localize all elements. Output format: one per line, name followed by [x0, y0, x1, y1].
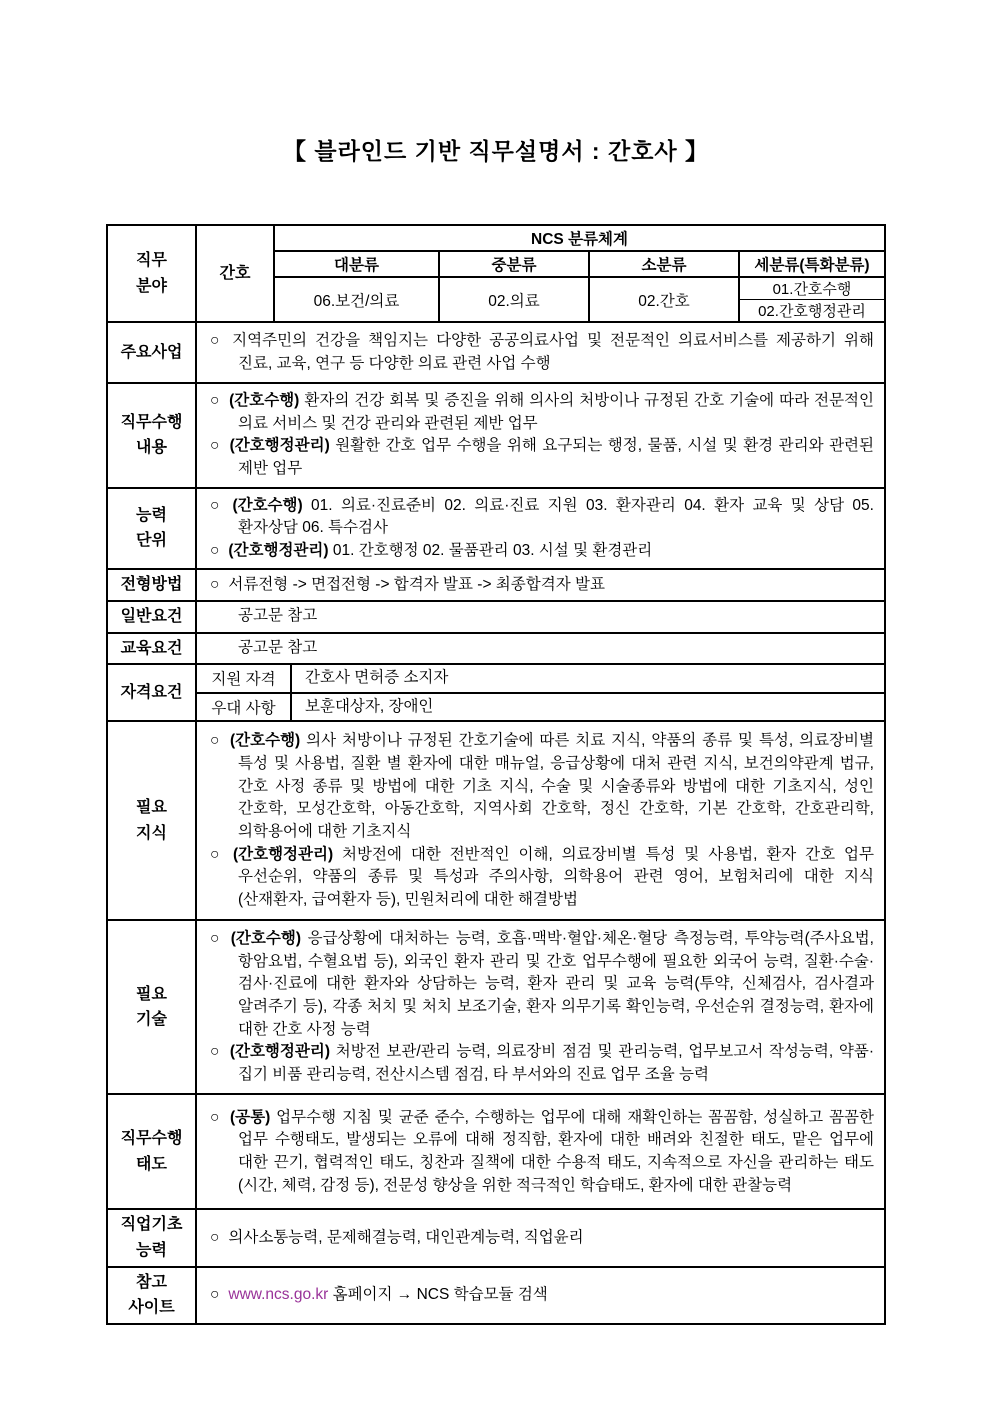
knowledge-label: 필요 지식	[107, 721, 196, 920]
qualification-sub-label: 우대 사항	[196, 693, 291, 722]
circle-bullet-icon: ○	[210, 930, 222, 948]
row-education-req	[107, 633, 885, 665]
row-job-field	[107, 225, 885, 251]
bullet-item: ○ (간호행정관리) 원활한 간호 업무 수행을 위해 요구되는 행정, 물품, 시설 및 환경 관리와 관련된 제반 업무	[210, 437, 874, 477]
circle-bullet-icon: ○	[210, 1285, 220, 1303]
major-business-content	[196, 322, 885, 383]
row-reference-site	[107, 1267, 885, 1324]
circle-bullet-icon: ○	[210, 437, 221, 455]
education-req-content: 공고문 참고	[196, 633, 885, 665]
general-req-content: 공고문 참고	[196, 601, 885, 633]
circle-bullet-icon: ○	[210, 541, 220, 559]
ncs-detail-2: 02.간호행정관리	[739, 300, 885, 323]
page-title: 【 블라인드 기반 직무설명서 : 간호사 】	[282, 138, 710, 164]
bullet-item: ○ (간호행정관리) 처방전 보관/관리 능력, 의료장비 점검 및 관리능력, 업무보고서 작성능력, 약품·집기 비품 관리능력, 전산시스템 점검, 타 부서와의 진료 업무 조율 능력	[210, 1043, 874, 1083]
basic-abilities-content	[196, 1209, 885, 1266]
selection-method-content	[196, 569, 885, 601]
bullet-item: ○ 의사소통능력, 문제해결능력, 대인관계능력, 직업윤리	[210, 1228, 584, 1246]
circle-bullet-icon: ○	[210, 392, 221, 409]
ncs-col-detail: 세분류(특화분류)	[739, 251, 885, 277]
ncs-website-link[interactable]: www.ncs.go.kr	[228, 1285, 329, 1303]
basic-abilities-label: 직업기초 능력	[107, 1209, 196, 1266]
ncs-value-major: 06.보건/의료	[274, 277, 439, 322]
circle-bullet-icon: ○	[210, 1228, 220, 1246]
bullet-item: ○ 지역주민의 건강을 책임지는 다양한 공공의료사업 및 전문적인 의료서비스를 제공하기 위해 진료, 교육, 연구 등 다양한 의료 관련 사업 수행	[210, 331, 874, 372]
general-req-label: 일반요건	[107, 601, 196, 633]
row-attitude	[107, 1094, 885, 1209]
row-selection-method	[107, 569, 885, 601]
knowledge-content	[196, 721, 885, 920]
circle-bullet-icon: ○	[210, 732, 221, 750]
circle-bullet-icon: ○	[210, 1108, 221, 1126]
ncs-detail-1: 01.간호수행	[739, 277, 885, 300]
skills-content	[196, 920, 885, 1094]
qualification-label: 자격요건	[107, 664, 196, 721]
attitude-label: 직무수행 태도	[107, 1094, 196, 1209]
reference-site-content	[196, 1267, 885, 1324]
circle-bullet-icon: ○	[210, 1043, 221, 1061]
circle-bullet-icon: ○	[210, 496, 224, 514]
bullet-item: ○ 서류전형 -> 면접전형 -> 합격자 발표 -> 최종합격자 발표	[210, 575, 605, 593]
job-description-table	[106, 224, 886, 1325]
bullet-item: ○ (간호수행) 의사 처방이나 규정된 간호기술에 따른 치료 지식, 약품의 종류 및 특성, 의료장비별 특성 및 사용법, 질환 별 환자에 대한 매뉴얼, 응급상황에 대처 관련 지식, 보건의약관계 법규, 간호 사정 종류 및 방법에 대한 기초 지식, 수술 및 시술종류와 방법에 대한 기초지식, 성인 간호학, 모성간호학, 아동간호학, 지역사회 간호학, 정신 간호학, 기본 간호학, 간호관리학, 의학용어에 대한 기초지식	[210, 732, 874, 840]
bullet-item: ○ (간호행정관리) 처방전에 대한 전반적인 이해, 의료장비별 특성 및 사용법, 환자 간호 업무 우선순위, 약품의 종류 및 특성과 주의사항, 의학용어 관련 영어, 보험처리에 대한 지식(산재환자, 급여환자 등), 민원처리에 대한 해결방법	[210, 845, 874, 908]
ncs-value-middle: 02.의료	[439, 277, 589, 322]
ncs-header: NCS 분류체계	[274, 225, 885, 251]
selection-method-label: 전형방법	[107, 569, 196, 601]
row-major-business	[107, 322, 885, 383]
duty-content-label: 직무수행 내용	[107, 383, 196, 488]
circle-bullet-icon: ○	[210, 575, 220, 593]
qualification-value: 간호사 면허증 소지자	[291, 664, 885, 693]
ncs-col-middle: 중분류	[439, 251, 589, 277]
reference-site-label: 참고 사이트	[107, 1267, 196, 1324]
skills-label: 필요 기술	[107, 920, 196, 1094]
attitude-content	[196, 1094, 885, 1209]
row-basic-abilities	[107, 1209, 885, 1266]
row-ability-units	[107, 488, 885, 570]
job-field-value: 간호	[196, 225, 274, 322]
circle-bullet-icon: ○	[210, 331, 224, 349]
bullet-item: ○ (간호수행) 환자의 건강 회복 및 증진을 위해 의사의 처방이나 규정된 간호 기술에 따라 전문적인 의료 서비스 및 건강 관리와 관련된 제반 업무	[210, 392, 874, 432]
row-general-req	[107, 601, 885, 633]
ability-units-label: 능력 단위	[107, 488, 196, 570]
bullet-item: ○ www.ncs.go.kr 홈페이지 → NCS 학습모듈 검색	[210, 1285, 548, 1303]
bullet-item: ○ (간호수행) 응급상황에 대처하는 능력, 호흡·맥박·혈압·체온·혈당 측정능력, 투약능력(주사요법, 항암요법, 수혈요법 등), 외국인 환자 관리 및 간호 업무수행에 필요한 외국어 능력, 질환·수술·검사·진료에 대한 환자와 상담하는 능력, 환자 관리 및 교육 능력(투약, 신체검사, 검사결과 알려주기 등), 각종 처치 및 처치 보조기술, 환자 의무기록 확인능력, 우선순위 결정능력, 환자에 대한 간호 사정 능력	[210, 930, 874, 1038]
job-field-label: 직무 분야	[107, 225, 196, 322]
major-business-label: 주요사업	[107, 322, 196, 383]
ncs-value-minor: 02.간호	[589, 277, 739, 322]
ability-units-content	[196, 488, 885, 570]
row-knowledge	[107, 721, 885, 920]
ncs-col-minor: 소분류	[589, 251, 739, 277]
circle-bullet-icon: ○	[210, 845, 224, 863]
education-req-label: 교육요건	[107, 633, 196, 665]
qualification-value: 보훈대상자, 장애인	[291, 693, 885, 722]
row-skills	[107, 920, 885, 1094]
row-duty-content	[107, 383, 885, 488]
bullet-item: ○ (간호행정관리) 01. 간호행정 02. 물품관리 03. 시설 및 환경관리	[210, 541, 653, 559]
ncs-col-major: 대분류	[274, 251, 439, 277]
duty-content-content	[196, 383, 885, 488]
row-qualification-1	[107, 664, 885, 693]
row-qualification-2	[107, 693, 885, 722]
bullet-item: ○ (공통) 업무수행 지침 및 균준 준수, 수행하는 업무에 대해 재확인하는 꼼꼼함, 성실하고 꼼꼼한 업무 수행태도, 발생되는 오류에 대해 정직함, 환자에 대한 배려와 친절한 태도, 맡은 업무에 대한 끈기, 협력적인 태도, 칭찬과 질책에 대한 수용적 태도, 지속적으로 자신을 관리하는 태도(시간, 체력, 감정 등), 전문성 향상을 위한 적극적인 학습태도, 환자에 대한 관찰능력	[210, 1108, 874, 1194]
qualification-sub-label: 지원 자격	[196, 664, 291, 693]
bullet-item: ○ (간호수행) 01. 의료·진료준비 02. 의료·진료 지원 03. 환자관리 04. 환자 교육 및 상담 05. 환자상담 06. 특수검사	[210, 496, 874, 537]
